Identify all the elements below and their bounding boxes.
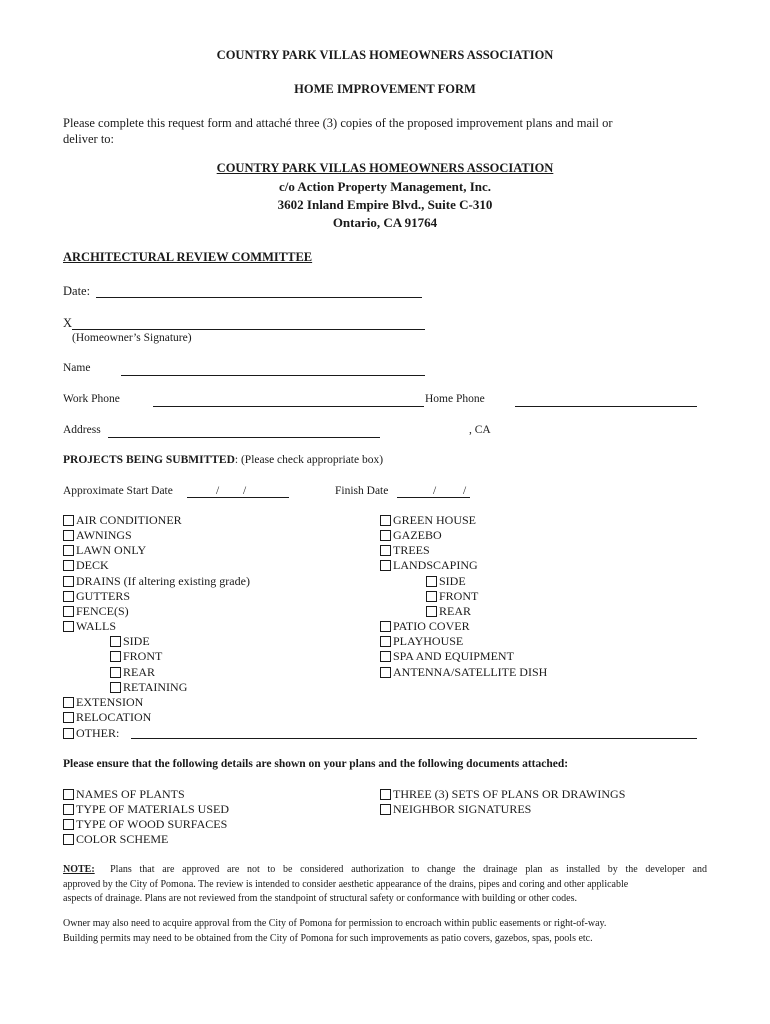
home-phone-label: Home Phone [425, 393, 485, 405]
note-line-2: approved by the City of Pomona. The review is intended to consider aesthetic appearance of the drains, pipes and coring and other applicable [63, 878, 629, 890]
mail-to-care-of: c/o Action Property Management, Inc. [278, 179, 492, 194]
checkbox-fences[interactable]: FENCE(S) [63, 604, 129, 619]
checkbox-other[interactable]: OTHER: [63, 726, 119, 741]
note-label: NOTE: [63, 864, 95, 875]
checkbox-box[interactable] [426, 591, 437, 602]
checkbox-box[interactable] [63, 728, 74, 739]
date-field[interactable] [96, 297, 422, 298]
note-line-3: aspects of drainage. Plans are not reviewed from the standpoint of structural safety or conformance with building or other codes. [63, 893, 578, 904]
signature-caption: (Homeowner’s Signature) [72, 332, 192, 344]
checkbox-neighbor-signatures[interactable]: NEIGHBOR SIGNATURES [380, 802, 531, 817]
address-label: Address [63, 424, 101, 436]
address-field[interactable] [108, 437, 380, 438]
checkbox-box[interactable] [63, 789, 74, 800]
owner-note-paragraph [63, 917, 707, 946]
signature-prefix: X [63, 316, 73, 330]
checkbox-extension[interactable]: EXTENSION [63, 695, 143, 710]
checkbox-box[interactable] [63, 697, 74, 708]
checkbox-box[interactable] [63, 819, 74, 830]
checkbox-trees[interactable]: TREES [380, 543, 430, 558]
signature-field[interactable] [72, 329, 425, 330]
intro-line-1: Please complete this request form and attaché three (3) copies of the proposed improvement plans and mail or [63, 116, 613, 130]
work-phone-label: Work Phone [63, 393, 120, 405]
checkbox-gutters[interactable]: GUTTERS [63, 589, 130, 604]
checkbox-walls[interactable]: WALLS [63, 619, 116, 634]
state-suffix: , CA [469, 424, 491, 436]
checkbox-box[interactable] [380, 789, 391, 800]
checkbox-lawn-only[interactable]: LAWN ONLY [63, 543, 146, 558]
checkbox-three-sets-of-plans[interactable]: THREE (3) SETS OF PLANS OR DRAWINGS [380, 787, 625, 802]
checkbox-box[interactable] [380, 560, 391, 571]
checkbox-box[interactable] [380, 651, 391, 662]
checkbox-color-scheme[interactable]: COLOR SCHEME [63, 832, 168, 847]
checkbox-box[interactable] [380, 515, 391, 526]
name-label: Name [63, 362, 91, 374]
note-line-1: NOTE: Plans that are approved are not to be considered authorization to change the drainage plan as installed by the developer and [63, 864, 707, 875]
checkbox-box[interactable] [63, 606, 74, 617]
checkbox-box[interactable] [380, 545, 391, 556]
checkbox-box[interactable] [380, 804, 391, 815]
checkbox-walls-retaining[interactable]: RETAINING [110, 680, 187, 695]
projects-heading: PROJECTS BEING SUBMITTED [63, 454, 235, 466]
checkbox-landscaping-rear[interactable]: REAR [426, 604, 471, 619]
checkbox-walls-rear[interactable]: REAR [110, 665, 155, 680]
checkbox-box[interactable] [110, 636, 121, 647]
form-title: HOME IMPROVEMENT FORM [294, 82, 476, 96]
checkbox-landscaping-side[interactable]: SIDE [426, 574, 466, 589]
start-date-sep-2: / [243, 485, 247, 497]
other-field[interactable] [131, 738, 697, 739]
checkbox-box[interactable] [110, 651, 121, 662]
checkbox-box[interactable] [110, 682, 121, 693]
checkbox-box[interactable] [380, 636, 391, 647]
checkbox-box[interactable] [63, 560, 74, 571]
start-date-label: Approximate Start Date [63, 485, 173, 497]
owner-note-line-1: Owner may also need to acquire approval from the City of Pomona for permission to encroach within public easements or right-of-way. [63, 918, 607, 929]
checkbox-names-of-plants[interactable]: NAMES OF PLANTS [63, 787, 185, 802]
name-field[interactable] [121, 375, 425, 376]
checkbox-walls-side[interactable]: SIDE [110, 634, 150, 649]
checkbox-type-of-wood[interactable]: TYPE OF WOOD SURFACES [63, 817, 227, 832]
start-date-field[interactable] [187, 497, 289, 498]
checkbox-box[interactable] [110, 667, 121, 678]
checkbox-deck[interactable]: DECK [63, 558, 109, 573]
checkbox-relocation[interactable]: RELOCATION [63, 710, 151, 725]
checkbox-landscaping[interactable]: LANDSCAPING [380, 558, 478, 573]
checkbox-box[interactable] [380, 621, 391, 632]
checkbox-spa-equipment[interactable]: SPA AND EQUIPMENT [380, 649, 514, 664]
projects-heading-row [63, 454, 383, 466]
checkbox-box[interactable] [63, 591, 74, 602]
details-heading: Please ensure that the following details are shown on your plans and the following documents attached: [63, 758, 569, 770]
date-label: Date: [63, 284, 91, 298]
checkbox-playhouse[interactable]: PLAYHOUSE [380, 634, 463, 649]
checkbox-box[interactable] [63, 515, 74, 526]
checkbox-box[interactable] [380, 667, 391, 678]
checkbox-green-house[interactable]: GREEN HOUSE [380, 513, 476, 528]
projects-heading-note: : (Please check appropriate box) [234, 454, 384, 466]
form-org-title: COUNTRY PARK VILLAS HOMEOWNERS ASSOCIATION [216, 48, 554, 62]
work-phone-field[interactable] [153, 406, 424, 407]
intro-line-2: deliver to: [63, 132, 115, 146]
checkbox-landscaping-front[interactable]: FRONT [426, 589, 478, 604]
checkbox-walls-front[interactable]: FRONT [110, 649, 162, 664]
checkbox-drains[interactable]: DRAINS (If altering existing grade) [63, 574, 250, 589]
checkbox-box[interactable] [63, 530, 74, 541]
mail-to-city: Ontario, CA 91764 [332, 215, 438, 230]
checkbox-gazebo[interactable]: GAZEBO [380, 528, 442, 543]
checkbox-patio-cover[interactable]: PATIO COVER [380, 619, 470, 634]
finish-date-label: Finish Date [335, 485, 389, 497]
checkbox-air-conditioner[interactable]: AIR CONDITIONER [63, 513, 182, 528]
checkbox-box[interactable] [380, 530, 391, 541]
checkbox-antenna-satellite[interactable]: ANTENNA/SATELLITE DISH [380, 665, 547, 680]
home-phone-field[interactable] [515, 406, 697, 407]
checkbox-box[interactable] [63, 712, 74, 723]
checkbox-box[interactable] [63, 545, 74, 556]
finish-date-field[interactable] [397, 497, 470, 498]
checkbox-box[interactable] [63, 804, 74, 815]
checkbox-box[interactable] [426, 576, 437, 587]
finish-date-sep-1: / [433, 485, 437, 497]
checkbox-type-of-materials[interactable]: TYPE OF MATERIALS USED [63, 802, 229, 817]
checkbox-awnings[interactable]: AWNINGS [63, 528, 132, 543]
owner-note-line-2: Building permits may need to be obtained from the City of Pomona for such improvements as patio covers, gazebos, spas, pools etc. [63, 932, 593, 944]
note-paragraph [63, 863, 707, 907]
mail-to-street: 3602 Inland Empire Blvd., Suite C-310 [277, 197, 493, 212]
start-date-sep-1: / [216, 485, 220, 497]
checkbox-box[interactable] [63, 834, 74, 845]
finish-date-sep-2: / [463, 485, 467, 497]
checkbox-box[interactable] [63, 576, 74, 587]
checkbox-box[interactable] [426, 606, 437, 617]
mail-to-org: COUNTRY PARK VILLAS HOMEOWNERS ASSOCIATION [216, 161, 554, 175]
checkbox-box[interactable] [63, 621, 74, 632]
committee-heading: ARCHITECTURAL REVIEW COMMITTEE [63, 250, 313, 264]
